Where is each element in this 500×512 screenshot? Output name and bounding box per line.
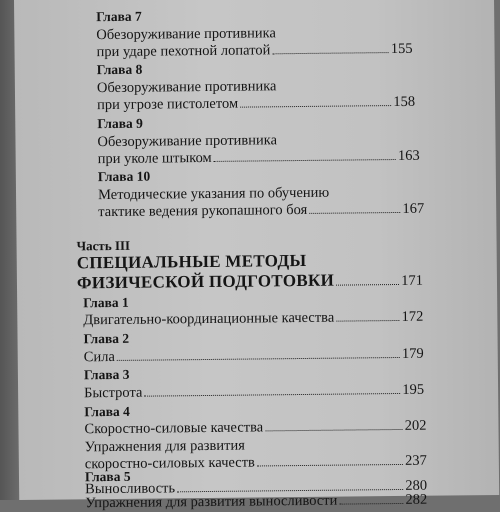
p3-chapter-5-label: Глава 5 [84,468,131,485]
p3-chapter-5-title: Выносливость [85,480,176,498]
book-page [14,0,499,512]
leader-dots [144,393,400,397]
chapter-8-title-line1: Обезоруживание противника [96,78,277,97]
p3-chapter-4-page: 202 [404,417,427,434]
leader-dots [265,429,403,431]
chapter-9-title-line1: Обезоруживание противника [97,132,278,151]
p3-chapter-1-entry [83,309,423,329]
leader-dots [339,503,403,505]
p3-chapter-3-label: Глава 3 [83,366,130,383]
leader-dots [336,320,399,322]
p3-chapter-4-label: Глава 4 [84,403,130,420]
chapter-8-page: 158 [393,93,416,111]
part-3-entry [77,272,423,293]
p3-chapter-3-entry [84,382,424,402]
chapter-9-entry [98,148,420,167]
p3-chapter-5-sub-page: 282 [405,491,428,508]
chapter-10-entry [98,201,424,220]
p3-chapter-2-title: Сила [83,348,115,366]
chapter-8-entry [97,94,415,113]
part-3-label: Часть III [76,237,131,254]
p3-chapter-5-page: 280 [405,477,428,494]
p3-chapter-4-sub-line1: Упражнения для развития [84,437,245,456]
p3-chapter-4-sub-page: 237 [405,452,427,469]
chapter-9-label: Глава 9 [97,115,143,132]
chapter-8-title-line2: при угрозе пистолетом [97,95,239,114]
p3-chapter-3-title: Быстрота [84,384,143,402]
chapter-7-label: Глава 7 [96,8,142,25]
chapter-7-page: 155 [390,40,413,58]
part-3-title-line2: ФИЗИЧЕСКОЙ ПОДГОТОВКИ [76,270,335,293]
leader-dots [257,464,403,467]
p3-chapter-4-entry [84,418,426,438]
chapter-9-title-line2: при уколе штыком [97,149,212,168]
p3-chapter-4-sub-entry [85,453,427,473]
chapter-7-title-line2: при ударе пехотной лопатой [96,42,271,61]
chapter-8-label: Глава 8 [96,61,143,78]
chapter-9-page: 163 [397,147,420,164]
p3-chapter-5-sub-entry [85,492,427,512]
leader-dots [214,159,396,162]
chapter-7-entry [96,41,412,60]
leader-dots [309,212,400,214]
part-3-page: 171 [401,272,424,289]
p3-chapter-5-sub-title: Упражнения для развития выносливости [85,492,338,512]
p3-chapter-2-page: 179 [401,345,424,362]
p3-chapter-1-title: Двигательно-координационные качества [83,309,335,329]
chapter-7-title-line1: Обезоруживание противника [96,25,276,44]
chapter-10-label: Глава 10 [97,168,151,185]
p3-chapter-1-page: 172 [401,308,424,325]
p3-chapter-3-page: 195 [402,381,425,398]
chapter-10-page: 167 [402,200,425,217]
chapter-10-title-line2: тактике ведения рукопашного боя [98,201,308,221]
table-of-contents [14,0,499,512]
p3-chapter-4-title: Скоростно-силовые качества [84,419,264,438]
leader-dots [117,357,400,361]
leader-dots [272,52,388,54]
p3-chapter-2-label: Глава 2 [83,330,130,347]
p3-chapter-1-label: Глава 1 [83,294,129,311]
leader-dots [336,284,399,286]
p3-chapter-4-sub-line2: скоростно-силовых качеств [84,454,255,473]
leader-dots [240,105,391,108]
chapter-10-title-line1: Методические указания по обучению [97,184,330,204]
part-3-title-line1: СПЕЦИАЛЬНЫЕ МЕТОДЫ [76,250,307,273]
p3-chapter-2-entry [84,346,424,366]
